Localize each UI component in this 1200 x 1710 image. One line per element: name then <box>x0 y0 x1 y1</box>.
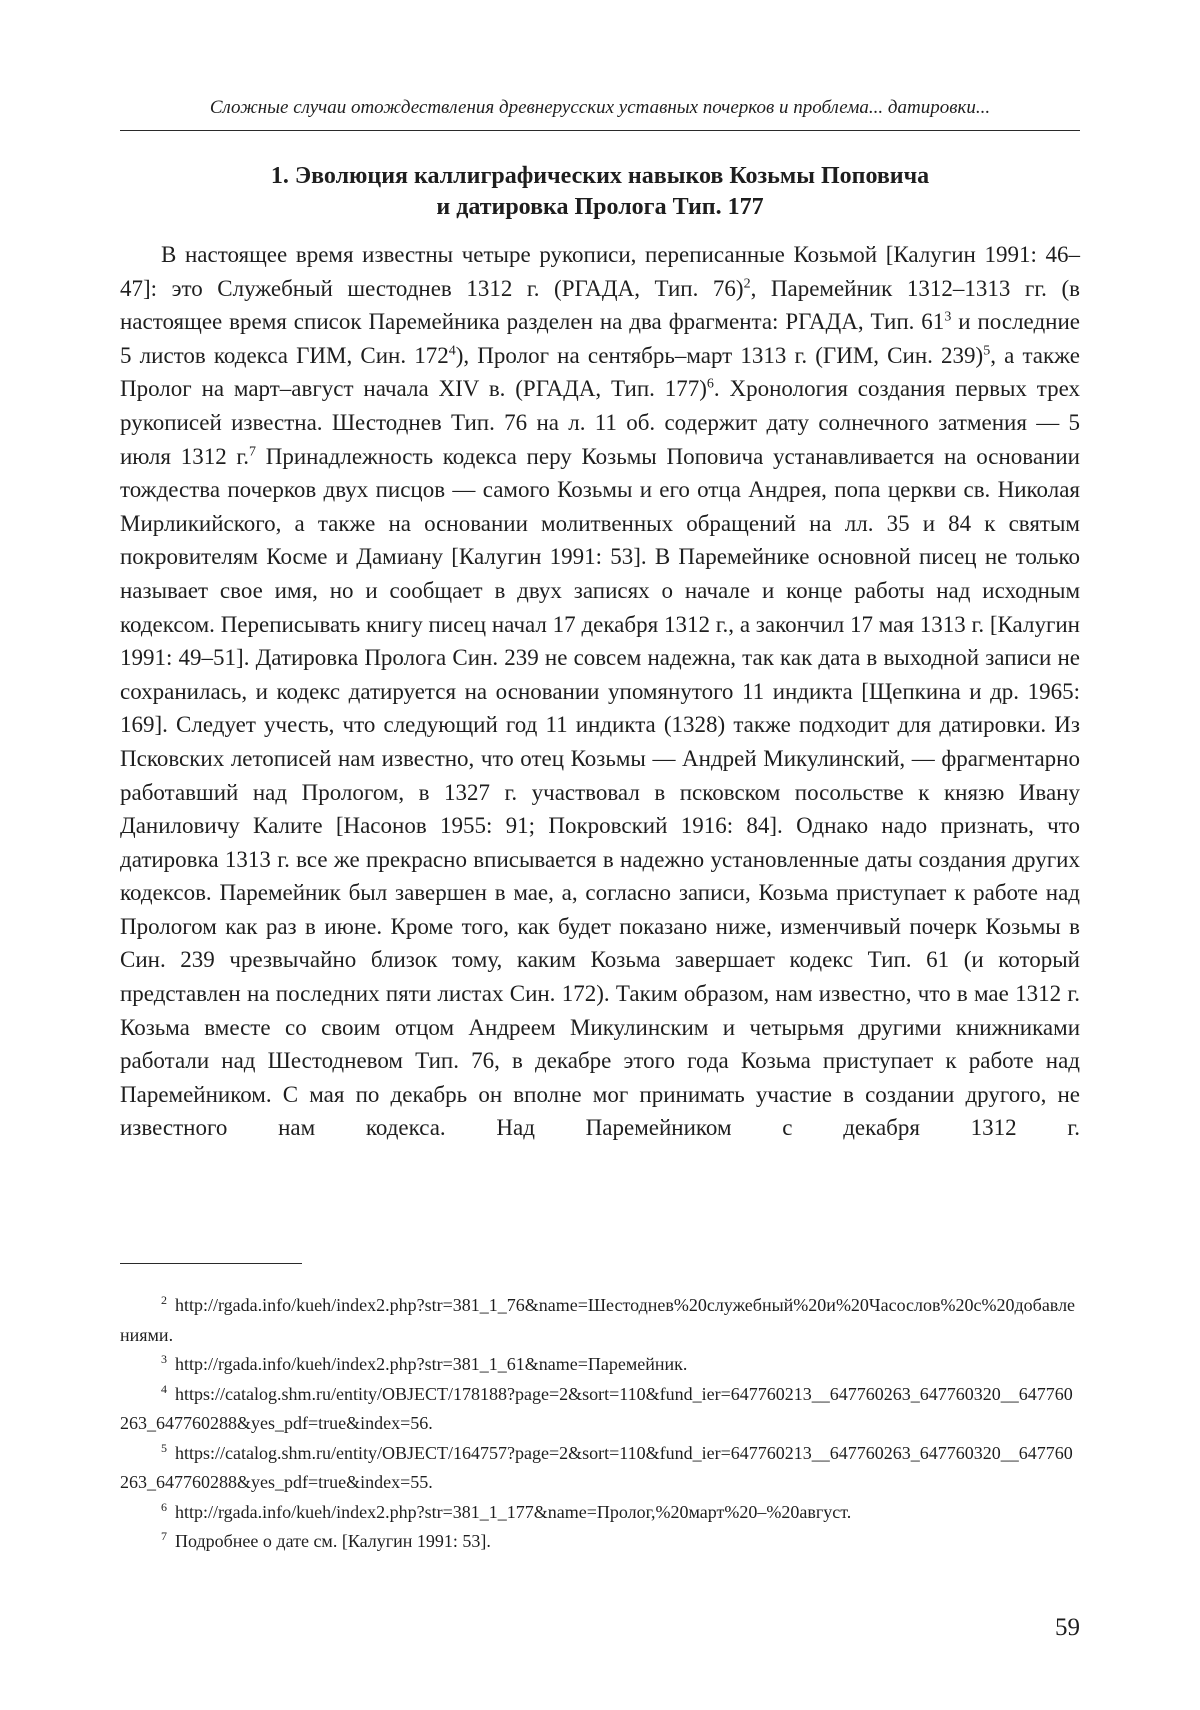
footnotes <box>120 1291 1080 1557</box>
page-number: 59 <box>1055 1614 1080 1641</box>
footnote-number: 3 <box>161 1352 167 1366</box>
text-segment: ), Пролог на сентябрь–март 1313 г. (ГИМ, Син. 239) <box>455 342 984 368</box>
text-segment: и последние 5 листов кодекса ГИМ, Син. 172 <box>120 309 1080 368</box>
footnote <box>120 1350 1080 1380</box>
footnote-rule <box>120 1263 302 1264</box>
section-heading <box>120 161 1080 223</box>
footnote-ref[interactable]: 2 <box>743 275 751 291</box>
footnote <box>120 1439 1080 1498</box>
footnote <box>120 1380 1080 1439</box>
section-heading-line-1: 1. Эволюция каллиграфических навыков Козьмы Поповича <box>270 163 930 189</box>
header-rule <box>120 130 1080 131</box>
footnote <box>120 1291 1080 1350</box>
footnote-ref[interactable]: 4 <box>448 343 456 359</box>
body-text <box>120 238 1080 1179</box>
footnote-link[interactable]: http://rgada.info/kueh/index2.php?str=381_1_76&name=Шестоднев%20служебный%20и%20Часослов%20с%20добавлениями. <box>120 1295 1076 1345</box>
footnote-link[interactable]: http://rgada.info/kueh/index2.php?str=381_1_61&name=Паремейник. <box>175 1354 688 1374</box>
footnote-ref[interactable]: 7 <box>249 443 256 459</box>
section-heading-line-2: и датировка Пролога Тип. 177 <box>436 194 764 220</box>
footnote-ref[interactable]: 3 <box>944 309 952 325</box>
footnote-ref[interactable]: 6 <box>706 376 714 392</box>
footnote-number: 2 <box>161 1293 167 1307</box>
text-segment: , а также Пролог на март–август начала XIV в. (РГАДА, Тип. 177) <box>120 342 1080 402</box>
footnote-number: 6 <box>161 1499 167 1514</box>
text-segment: Принадлежность кодекса перу Козьмы Поповича устанавливается на основании тождества почерков двух писцов — самого Козьмы и его отца Андрея, попа церкви св. Николая Мирликийского, а также на основании молитвенных обращений на лл. 35 и 84 к святым покровителям Косме и Дамиану [Калугин 1991: 53]. В Паремейнике основной писец не только называет свое имя, но и сообщает в двух записях о начале и конце работы над исходным кодексом. Переписывать книгу писец начал 17 декабря 1312 г., а закончил 17 мая 1313 г. [Калугин 1991: 49–51]. Датировка Пролога Син. 239 не совсем надежна, так как дата в выходной записи не сохранилась, и кодекс датируется на основании упомянутого 11 индикта [Щепкина и др. 1965: 169]. Следует учесть, что следующий год 11 индикта (1328) также подходит для датировки. Из Псковских летописей нам известно, что отец Козьмы — Андрей Микулинский, — фрагментарно работавший над Прологом, в 1327 г. участвовал в псковском посольстве к князю Ивану Даниловичу Калите [Насонов 1955: 91; Покровский 1916: 84]. Однако надо признать, что датировка 1313 г. все же прекрасно вписывается в надежно установленные даты создания других кодексов. Паремейник был завершен в мае, а, согласно записи, Козьма приступает к работе над Прологом как раз в июне. Кроме того, как будет показано ниже, изменчивый почерк Козьмы в Син. 239 чрезвычайно близок тому, каким Козьма завершает кодекс Тип. 61 (и который представлен на последних пяти листах Син. 172). Таким образом, нам известно, что в мае 1312 г. Козьма вместе со своим отцом Андреем Микулинским и четырьмя другими книжниками работали над Шестодневом Тип. 76, в декабре этого года Козьма приступает к работе над Паремейником. С мая по декабрь он вполне мог принимать участие в создании другого, не известного нам кодекса. Над Паремейником с декабря 1312 г. <box>120 443 1080 1141</box>
footnote-number: 7 <box>161 1529 167 1543</box>
footnote-text: Подробнее о дате см. [Калугин 1991: 53]. <box>175 1531 491 1551</box>
body-paragraph <box>120 238 1080 1179</box>
footnote-ref[interactable]: 5 <box>983 343 991 359</box>
footnote-number: 5 <box>161 1440 167 1455</box>
text-segment: . Хронология создания первых трех рукописей известна. Шестоднев Тип. 76 на л. 11 об. содержит дату солнечного затмения — 5 июля 1312 г. <box>120 376 1081 469</box>
footnote-link[interactable]: https://catalog.shm.ru/entity/OBJECT/164757?page=2&sort=110&fund_ier=647760213__647760263_647760320__647760263_647760288&yes_pdf=true&index=55. <box>120 1442 1073 1492</box>
footnote <box>120 1527 1080 1557</box>
text-segment: , Паремейник 1312–1313 гг. (в настоящее время список Паремейника разделен на два фрагмента: РГАДА, Тип. 61 <box>120 275 1080 335</box>
footnote-link[interactable]: https://catalog.shm.ru/entity/OBJECT/178188?page=2&sort=110&fund_ier=647760213__647760263_647760320__647760263_647760288&yes_pdf=true&index=56. <box>120 1383 1073 1433</box>
footnote-link[interactable]: http://rgada.info/kueh/index2.php?str=381_1_177&name=Пролог,%20март%20–%20август. <box>175 1501 852 1522</box>
running-head: Сложные случаи отождествления древнерусских уставных почерков и проблема... датировки... <box>209 97 991 118</box>
footnote-number: 4 <box>161 1381 167 1396</box>
footnote <box>120 1498 1080 1528</box>
text-segment: В настоящее время известны четыре рукописи, переписанные Козьмой [Калугин 1991: 46–47]: это Служебный шестоднев 1312 г. (РГАДА, Тип. 76) <box>120 242 1080 301</box>
